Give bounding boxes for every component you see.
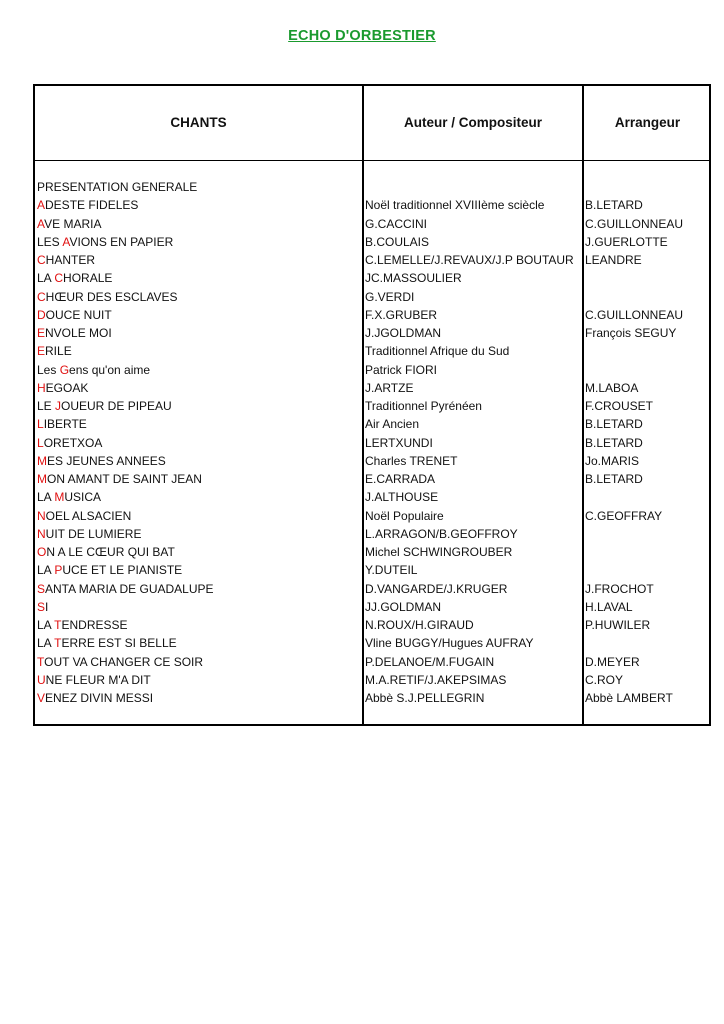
table-row xyxy=(0,251,724,269)
song-title-prefix: LA xyxy=(37,490,55,505)
song-title-initial: N xyxy=(37,526,46,541)
song-title-rest: UIT DE LUMIERE xyxy=(45,526,142,541)
song-title-initial: A xyxy=(37,198,46,213)
song-title-prefix: LES xyxy=(37,234,63,249)
table-row xyxy=(0,288,724,306)
table-row xyxy=(0,215,724,233)
song-title-rest: OUEUR DE PIPEAU xyxy=(61,399,172,413)
song-title-rest: UCE ET LE PIANISTE xyxy=(62,563,183,578)
song-title xyxy=(37,616,359,634)
song-title-initial: C xyxy=(37,289,46,304)
song-title xyxy=(37,342,359,360)
table-row xyxy=(0,269,724,287)
song-title-initial: E xyxy=(37,344,46,359)
author-composer: LERTXUNDI xyxy=(365,435,433,450)
song-title xyxy=(37,415,359,433)
song-title xyxy=(37,288,359,306)
arranger: H.LAVAL xyxy=(585,599,633,614)
author-composer: Noël traditionnel XVIIIème sciècle xyxy=(365,198,545,213)
song-title-initial: L xyxy=(37,435,44,450)
table-row xyxy=(0,543,724,561)
song-title-initial: S xyxy=(37,581,46,596)
song-title-initial: L xyxy=(37,417,44,432)
table-row xyxy=(0,653,724,671)
table-row xyxy=(0,233,724,251)
song-title-rest: HORALE xyxy=(63,271,113,286)
arranger: M.LABOA xyxy=(585,380,639,395)
author-composer: JC.MASSOULIER xyxy=(365,271,462,286)
song-title-prefix: LA xyxy=(37,618,55,632)
song-title-rest: N A LE CŒUR QUI BAT xyxy=(46,545,175,559)
song-title-rest: VIONS EN PAPIER xyxy=(69,234,174,249)
song-title-prefix: LA xyxy=(37,636,55,651)
arranger: C.GEOFFRAY xyxy=(585,508,663,523)
song-title-rest: USICA xyxy=(64,490,102,505)
song-title xyxy=(37,580,359,598)
song-title xyxy=(37,653,359,671)
song-title-initial: T xyxy=(37,654,45,669)
song-title xyxy=(37,361,359,379)
song-title xyxy=(37,269,359,287)
author-composer: Traditionnel Pyrénéen xyxy=(365,399,482,413)
song-title xyxy=(37,689,359,707)
arranger: B.LETARD xyxy=(585,472,643,486)
song-title-prefix: LA xyxy=(37,271,55,286)
table-row xyxy=(0,361,724,379)
author-composer: N.ROUX/H.GIRAUD xyxy=(365,618,474,632)
song-title-initial: U xyxy=(37,672,46,687)
song-title-rest: HANTER xyxy=(45,253,96,267)
table-row xyxy=(0,616,724,634)
arranger: B.LETARD xyxy=(585,198,643,213)
table-row xyxy=(0,415,724,433)
song-title-initial: V xyxy=(37,691,46,705)
song-title xyxy=(37,306,359,324)
author-composer: Patrick FIORI xyxy=(365,362,438,377)
song-title-initial: H xyxy=(37,380,46,395)
header-divider xyxy=(35,160,709,161)
song-title xyxy=(37,525,359,543)
author-composer: G.VERDI xyxy=(365,289,415,304)
song-title-initial: C xyxy=(54,271,64,286)
arranger: D.MEYER xyxy=(585,654,640,669)
table-row xyxy=(0,671,724,689)
song-title-rest: DESTE FIDELES xyxy=(45,198,139,213)
song-title-initial: N xyxy=(37,508,46,523)
song-title-rest: OUT VA CHANGER CE SOIR xyxy=(44,654,204,669)
song-title xyxy=(37,507,359,525)
song-title xyxy=(37,196,359,214)
song-title xyxy=(37,233,359,251)
song-title-rest: ENDRESSE xyxy=(61,618,128,632)
song-title-initial: A xyxy=(62,234,70,249)
author-composer: Michel SCHWINGROUBER xyxy=(365,545,513,559)
table-row xyxy=(0,434,724,452)
song-title-rest: I xyxy=(45,599,49,614)
author-composer: Air Ancien xyxy=(365,417,420,432)
song-title xyxy=(37,634,359,652)
song-title-prefix: Les xyxy=(37,362,60,377)
table-row xyxy=(0,561,724,579)
header-chants: CHANTS xyxy=(170,115,227,130)
song-title-initial: C xyxy=(37,253,46,267)
author-composer: B.COULAIS xyxy=(365,234,430,249)
table-row xyxy=(0,634,724,652)
song-title-rest: ERRE EST SI BELLE xyxy=(61,636,177,651)
author-composer: P.DELANOE/M.FUGAIN xyxy=(365,654,495,669)
arranger: B.LETARD xyxy=(585,417,643,432)
song-title-rest: OUCE NUIT xyxy=(45,307,112,322)
header-arrangeur: Arrangeur xyxy=(614,115,681,130)
author-composer: C.LEMELLE/J.REVAUX/J.P BOUTAUR xyxy=(365,253,574,267)
header-auteur-compositeur: Auteur / Compositeur xyxy=(403,115,542,130)
table-row xyxy=(0,397,724,415)
arranger: P.HUWILER xyxy=(585,618,651,632)
song-title xyxy=(37,434,359,452)
table-row xyxy=(0,324,724,342)
song-title-initial: J xyxy=(55,399,62,413)
author-composer: L.ARRAGON/B.GEOFFROY xyxy=(365,526,518,541)
song-title-initial: O xyxy=(37,545,47,559)
table-row xyxy=(0,507,724,525)
table-row xyxy=(0,178,724,196)
arranger: François SEGUY xyxy=(585,326,677,340)
table-row xyxy=(0,306,724,324)
author-composer: M.A.RETIF/J.AKEPSIMAS xyxy=(365,672,507,687)
author-composer: G.CACCINI xyxy=(365,216,428,231)
author-composer: JJ.GOLDMAN xyxy=(365,599,442,614)
author-composer: J.JGOLDMAN xyxy=(365,326,442,340)
song-title-initial: S xyxy=(37,599,46,614)
document-title: ECHO D'ORBESTIER xyxy=(288,28,436,44)
arranger: C.ROY xyxy=(585,672,624,687)
song-title-initial: M xyxy=(54,490,65,505)
author-composer: E.CARRADA xyxy=(365,472,436,486)
table-row xyxy=(0,342,724,360)
arranger: LEANDRE xyxy=(585,253,642,267)
song-title-rest: ENEZ DIVIN MESSI xyxy=(45,691,154,705)
song-title-initial: A xyxy=(37,216,45,231)
song-title xyxy=(37,251,359,269)
song-title xyxy=(37,452,359,470)
author-composer: J.ALTHOUSE xyxy=(365,490,439,505)
song-title-rest: ens qu'on aime xyxy=(69,362,151,377)
author-composer: Noël Populaire xyxy=(365,508,444,523)
song-title-rest: ANTA MARIA DE GUADALUPE xyxy=(45,581,214,596)
table-row xyxy=(0,488,724,506)
song-title xyxy=(37,324,359,342)
arranger: C.GUILLONNEAU xyxy=(585,216,684,231)
song-title xyxy=(37,488,359,506)
arranger: F.CROUSET xyxy=(585,399,654,413)
table-row xyxy=(0,196,724,214)
song-title-prefix: LA xyxy=(37,563,55,578)
song-title-initial: G xyxy=(59,362,70,377)
song-title xyxy=(37,178,359,196)
song-title xyxy=(37,543,359,561)
song-title-rest: ORETXOA xyxy=(43,435,103,450)
song-title xyxy=(37,379,359,397)
song-title-rest: NE FLEUR M'A DIT xyxy=(45,672,151,687)
table-row xyxy=(0,379,724,397)
song-title-initial: M xyxy=(37,453,47,468)
song-title xyxy=(37,470,359,488)
author-composer: Charles TRENET xyxy=(365,453,458,468)
author-composer: D.VANGARDE/J.KRUGER xyxy=(365,581,508,596)
arranger: J.FROCHOT xyxy=(585,581,654,596)
table-row xyxy=(0,689,724,707)
table-row xyxy=(0,580,724,598)
song-title xyxy=(37,397,359,415)
song-title-initial: P xyxy=(54,563,63,578)
song-title-initial: M xyxy=(37,472,47,486)
author-composer: F.X.GRUBER xyxy=(365,307,438,322)
arranger: C.GUILLONNEAU xyxy=(585,307,684,322)
table-row xyxy=(0,452,724,470)
song-title xyxy=(37,215,359,233)
song-title-prefix: LE xyxy=(37,399,56,413)
song-title-initial: T xyxy=(54,636,62,651)
arranger: B.LETARD xyxy=(585,435,643,450)
song-title-prefix: PRESENTATION GENERALE xyxy=(37,180,198,194)
song-title-rest: ES JEUNES ANNEES xyxy=(47,453,166,468)
song-title-rest: HŒUR DES ESCLAVES xyxy=(45,289,178,304)
table-row xyxy=(0,598,724,616)
table-row xyxy=(0,470,724,488)
song-title xyxy=(37,671,359,689)
song-title-rest: ON AMANT DE SAINT JEAN xyxy=(47,472,202,486)
arranger: Abbè LAMBERT xyxy=(585,691,673,705)
arranger: J.GUERLOTTE xyxy=(585,234,668,249)
author-composer: Vline BUGGY/Hugues AUFRAY xyxy=(365,636,534,651)
song-title-initial: T xyxy=(54,618,62,632)
song-title-rest: NVOLE MOI xyxy=(45,326,112,340)
author-composer: Traditionnel Afrique du Sud xyxy=(365,344,510,359)
song-title-rest: RILE xyxy=(45,344,72,359)
song-title-rest: IBERTE xyxy=(43,417,87,432)
song-title-rest: EGOAK xyxy=(45,380,89,395)
arranger: Jo.MARIS xyxy=(585,453,640,468)
table-row xyxy=(0,525,724,543)
author-composer: J.ARTZE xyxy=(365,380,414,395)
song-title-rest: VE MARIA xyxy=(44,216,102,231)
song-title-initial: E xyxy=(37,326,46,340)
author-composer: Y.DUTEIL xyxy=(365,563,418,578)
song-title-initial: D xyxy=(37,307,46,322)
song-title xyxy=(37,598,359,616)
song-title-rest: OEL ALSACIEN xyxy=(45,508,132,523)
song-title xyxy=(37,561,359,579)
author-composer: Abbè S.J.PELLEGRIN xyxy=(365,691,485,705)
